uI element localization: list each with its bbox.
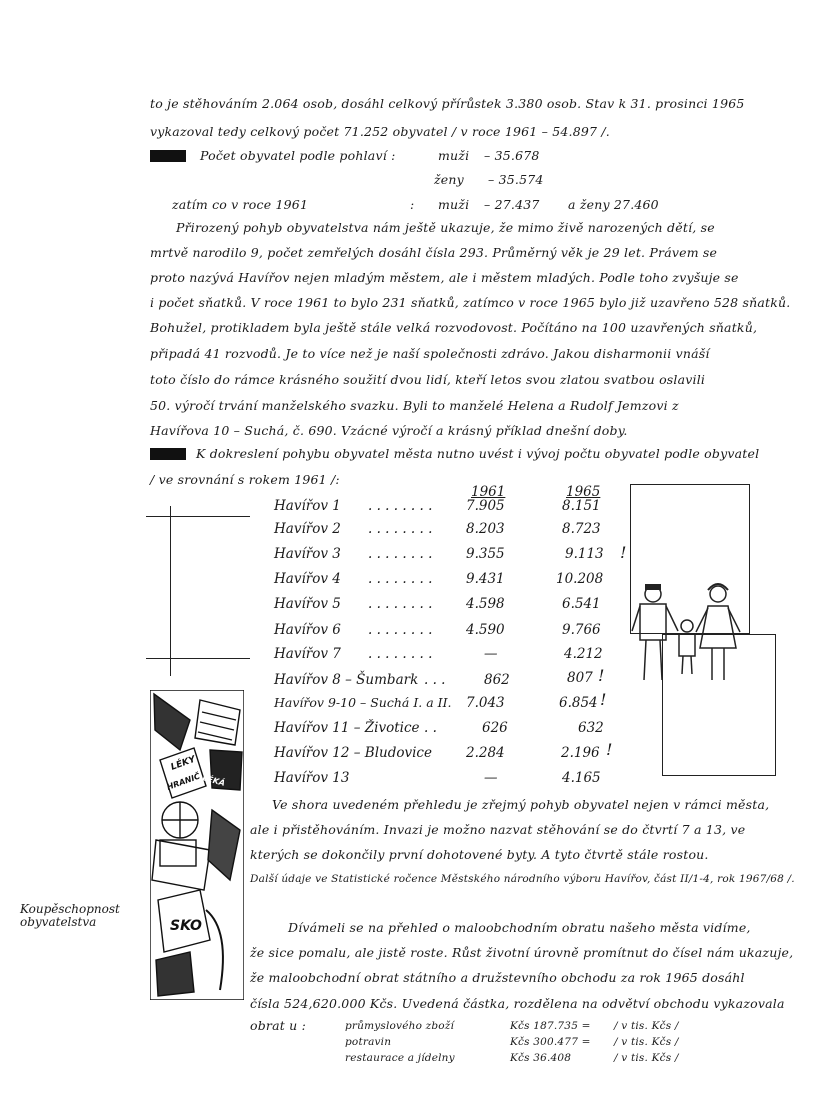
year-1961-muzi-value: – 27.437 (484, 197, 540, 212)
collage-word: LÉKY (169, 754, 197, 773)
table-row-name: Havířov 7 (274, 646, 341, 662)
obrat-item-label: průmyslového zboží (345, 1020, 455, 1032)
text-line: proto nazývá Havířov nejen mladým městem, ale i městem mladých. Podle toho zvyšuje se (150, 270, 739, 285)
child-head (681, 620, 693, 632)
text-line: vykazoval tedy celkový počet 71.252 obyvatel / v roce 1961 – 54.897 /. (150, 124, 610, 139)
obrat-item-unit: / v tis. Kčs / (614, 1052, 679, 1064)
text-line: Havířova 10 – Suchá, č. 690. Vzácné výročí a krásný příklad dnešní doby. (150, 423, 628, 438)
table-row-name: Havířov 13 (274, 770, 350, 786)
table-row-1961: 862 (484, 672, 510, 688)
table-row-1965: 4.212 (564, 646, 603, 662)
margin-note (20, 903, 120, 929)
table-row-1965: 10.208 (556, 571, 604, 587)
table-row-dots: . . . . . . . . (368, 546, 433, 562)
obrat-item-value: Kčs 300.477 = (510, 1036, 591, 1048)
obrat-label: obrat u : (250, 1018, 306, 1033)
grid-line (146, 658, 250, 659)
child-body (679, 634, 695, 656)
table-row-dots: . . . . . . . . (368, 571, 433, 587)
table-row-name: Havířov 2 (274, 521, 341, 537)
obrat-item-value: Kčs 36.408 (510, 1052, 572, 1064)
table-row-1961: 2.284 (466, 745, 505, 761)
year-1961-label: zatím co v roce 1961 (172, 197, 309, 212)
table-row-name: Havířov 5 (274, 596, 341, 612)
collage-word: HRANIČ (165, 771, 202, 792)
muzi-label: muži (438, 148, 470, 163)
text-line: Dívámeli se na přehled o maloobchodním obratu našeho města vidíme, (288, 920, 751, 935)
family-illustration (628, 576, 768, 686)
table-row-dots: . . . . . . . . (368, 498, 433, 514)
table-row-1961: 7.905 (466, 498, 505, 514)
table-row-1965: 8.723 (562, 521, 601, 537)
table-row-1961: 9.355 (466, 546, 505, 562)
table-row-1965: 807 (567, 670, 593, 686)
table-row-dots: . . . . . . . . (368, 646, 433, 662)
table-row-name: Havířov 4 (274, 571, 341, 587)
zeny-value: – 35.574 (488, 172, 544, 187)
table-row-1965: 6.541 (562, 596, 601, 612)
table-row-1965: 6.854 (559, 695, 598, 711)
table-header-1961: 1961 (471, 484, 506, 500)
table-row-1965: 9.766 (562, 622, 601, 638)
table-row-1965: 9.113 (565, 546, 604, 562)
table-row-mark: ! (620, 543, 627, 562)
muzi-value: – 35.678 (484, 148, 540, 163)
obrat-item-label: restaurace a jídelny (345, 1052, 455, 1064)
table-row-name: Havířov 12 – Bludovice (274, 745, 432, 761)
text-line: kterých se dokončily první dohotovené byty. A tyto čtvrtě stále rostou. (250, 847, 709, 862)
table-row-1965: 632 (578, 720, 604, 736)
table-row-dots: . . . . . . . . (368, 622, 433, 638)
table-row-1961: 4.598 (466, 596, 505, 612)
grid-line (170, 506, 171, 676)
table-row-dots: . . (424, 720, 437, 736)
text-line: toto číslo do rámce krásného soužití dvou lidí, kteří letos svou zlatou svatbou oslavili (150, 372, 706, 387)
text-line: že maloobchodní obrat státního a družstevního obchodu za rok 1965 dosáhl (250, 970, 745, 985)
grid-line (146, 516, 250, 517)
table-row-mark: ! (600, 690, 607, 709)
year-1961-colon: : (410, 197, 415, 212)
helmet-icon (645, 584, 661, 590)
table-row-1961: — (484, 770, 498, 786)
table-row-1961: 626 (482, 720, 508, 736)
year-1961-zeny: a ženy 27.460 (568, 197, 659, 212)
collage-word: LÉKÁ (201, 773, 226, 788)
father-body (640, 604, 666, 640)
text-line: mrtvě narodilo 9, počet zemřelých dosáhl čísla 293. Průměrný věk je 29 let. Právem se (150, 245, 718, 260)
table-row-1961: 8.203 (466, 521, 505, 537)
text-line: připadá 41 rozvodů. Je to více než je naší společnosti zdrávo. Jakou disharmonii vnáší (150, 346, 710, 361)
text-line: čísla 524,620.000 Kčs. Uvedená částka, rozdělena na odvětví obchodu vykazovala (250, 996, 785, 1011)
obrat-item-unit: / v tis. Kčs / (614, 1036, 679, 1048)
table-row-dots: . . . . . . . . (368, 521, 433, 537)
table-row-1961: 9.431 (466, 571, 505, 587)
text-line: Bohužel, protikladem byla ještě stále velká rozvodovost. Počítáno na 100 uzavřených sňatků, (150, 320, 758, 335)
table-header-1965: 1965 (566, 484, 601, 500)
text-line: K dokreslení pohybu obyvatel města nutno uvést i vývoj počtu obyvatel podle obyvatel (196, 446, 760, 461)
text-line: Přirozený pohyb obyvatelstva nám ještě ukazuje, že mimo živě narozených dětí, se (176, 220, 715, 235)
zeny-label: ženy (434, 172, 464, 187)
text-line: Ve shora uvedeném přehledu je zřejmý pohyb obyvatel nejen v rámci města, (272, 797, 770, 812)
table-row-dots: . . . . . . . . (368, 596, 433, 612)
year-1961-muzi: muži (438, 197, 470, 212)
obrat-item-unit: / v tis. Kčs / (614, 1020, 679, 1032)
table-row-name: Havířov 9-10 – Suchá I. a II. (274, 695, 452, 710)
collage-illustration (150, 690, 244, 1000)
bullet-marker (150, 150, 186, 162)
margin-note-line: Koupěschopnost (20, 902, 120, 916)
table-row-dots: . . . (424, 672, 446, 688)
text-line: že sice pomalu, ale jistě roste. Růst životní úrovně promítnut do čísel nám ukazuje, (250, 945, 794, 960)
collage-word: SKO (170, 918, 202, 934)
table-row-name: Havířov 6 (274, 622, 341, 638)
table-row-1965: 4.165 (562, 770, 601, 786)
table-row-1961: — (484, 646, 498, 662)
table-row-name: Havířov 3 (274, 546, 341, 562)
obrat-item-value: Kčs 187.735 = (510, 1020, 591, 1032)
text-line: i počet sňatků. V roce 1961 to bylo 231 sňatků, zatímco v roce 1965 bylo již uzavřeno 528 sňatků. (150, 295, 791, 310)
table-row-mark: ! (598, 666, 605, 685)
text-line: Další údaje ve Statistické ročence Městského národního výboru Havířov, část II/1-4, rok 1967/68 /. (250, 873, 795, 885)
margin-note-line: obyvatelstva (20, 915, 97, 929)
mother-head (710, 586, 726, 602)
text-line: / ve srovnání s rokem 1961 /: (150, 472, 340, 487)
table-row-1965: 2.196 (561, 745, 600, 761)
bullet-marker (150, 448, 186, 460)
table-row-1965: 8.151 (562, 498, 601, 514)
table-row-name: Havířov 11 – Životice (274, 720, 420, 736)
table-row-1961: 7.043 (466, 695, 505, 711)
table-row-name: Havířov 8 – Šumbark (274, 672, 419, 688)
text-line: ale i přistěhováním. Invazi je možno nazvat stěhování se do čtvrtí 7 a 13, ve (250, 822, 746, 837)
table-row-mark: ! (606, 740, 613, 759)
text-line: to je stěhováním 2.064 osob, dosáhl celkový přírůstek 3.380 osob. Stav k 31. prosinci 1965 (150, 96, 745, 111)
gender-label: Počet obyvatel podle pohlaví : (200, 148, 396, 163)
obrat-item-label: potravin (345, 1036, 392, 1048)
table-row-1961: 4.590 (466, 622, 505, 638)
text-line: 50. výročí trvání manželského svazku. Byli to manželé Helena a Rudolf Jemzovi z (150, 398, 679, 413)
table-row-name: Havířov 1 (274, 498, 341, 514)
